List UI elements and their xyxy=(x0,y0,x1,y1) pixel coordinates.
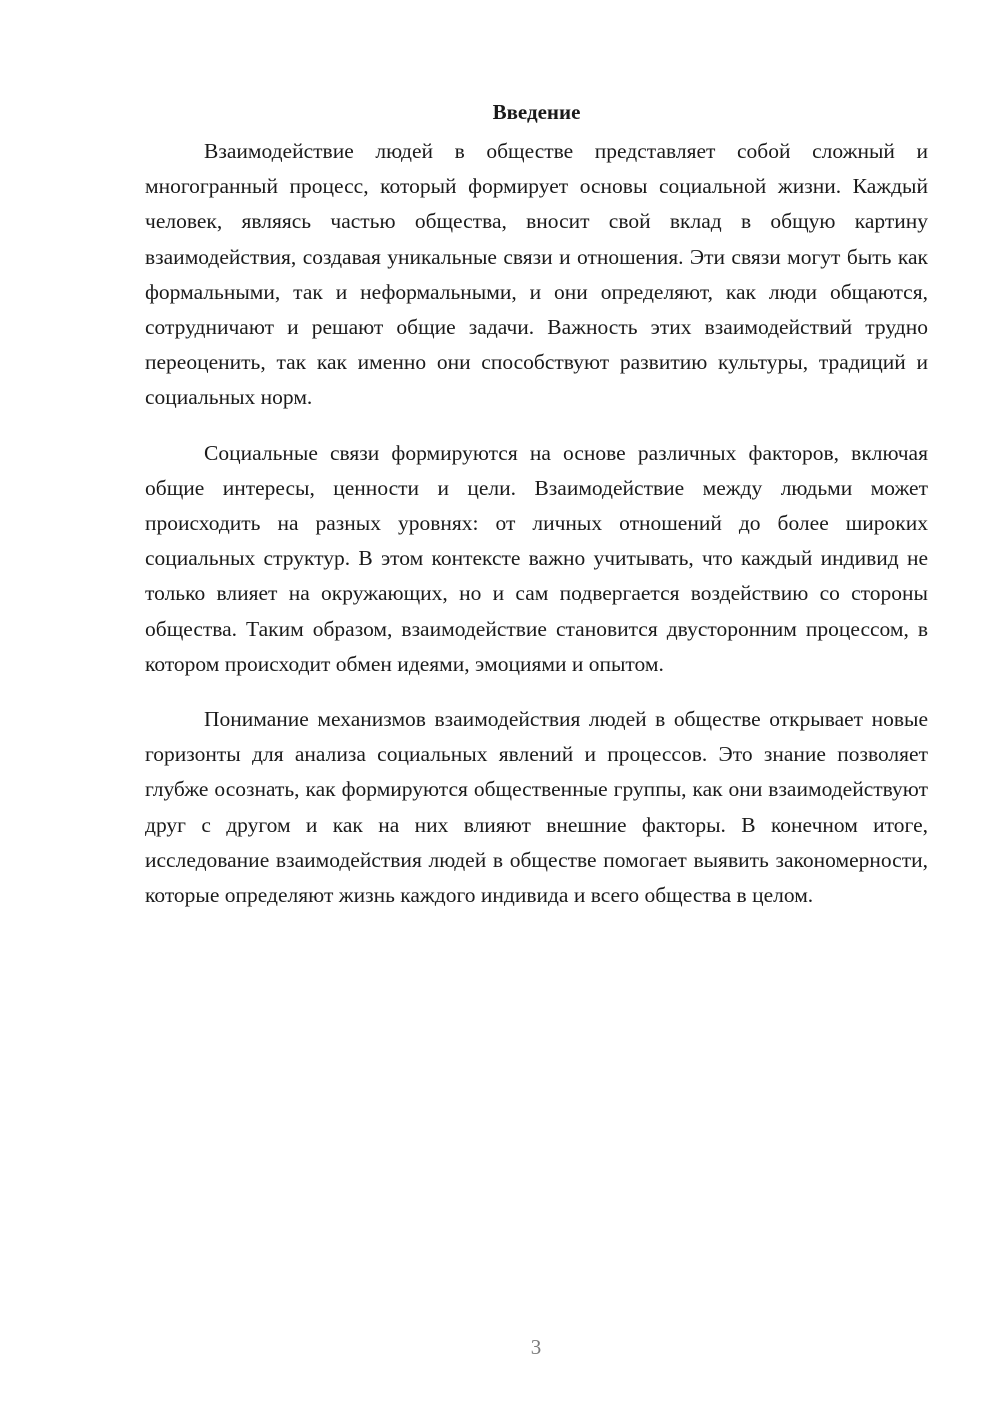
paragraph-3: Понимание механизмов взаимодействия людей в обществе открывает новые горизонты для анализа социальных явлений и процессов. Это знание позволяет глубже осознать, как формируются общественные группы, как они взаимодействуют друг с другом и как на них влияют внешние факторы. В конечном итоге, исследование взаимодействия людей в обществе помогает выявить закономерности, которые определяют жизнь каждого индивида и всего общества в целом. xyxy=(145,707,928,908)
paragraph-1: Взаимодействие людей в обществе представляет собой сложный и многогранный процесс, который формирует основы социальной жизни. Каждый человек, являясь частью общества, вносит свой вклад в общую картину взаимодействия, создавая уникальные связи и отношения. Эти связи могут быть как формальными, так и неформальными, и они определяют, как люди общаются, сотрудничают и решают общие задачи. Важность этих взаимодействий трудно переоценить, так как именно они способствуют развитию культуры, традиций и социальных норм. xyxy=(145,139,928,410)
paragraph-2: Социальные связи формируются на основе различных факторов, включая общие интересы, ценности и цели. Взаимодействие между людьми может происходить на разных уровнях: от личных отношений до более широких социальных структур. В этом контексте важно учитывать, что каждый индивид не только влияет на окружающих, но и сам подвергается воздействию со стороны общества. Таким образом, взаимодействие становится двусторонним процессом, в котором происходит обмен идеями, эмоциями и опытом. xyxy=(145,440,928,676)
section-title: Введение xyxy=(492,100,581,124)
page-number: 3 xyxy=(530,1335,542,1359)
page-content xyxy=(145,98,928,933)
